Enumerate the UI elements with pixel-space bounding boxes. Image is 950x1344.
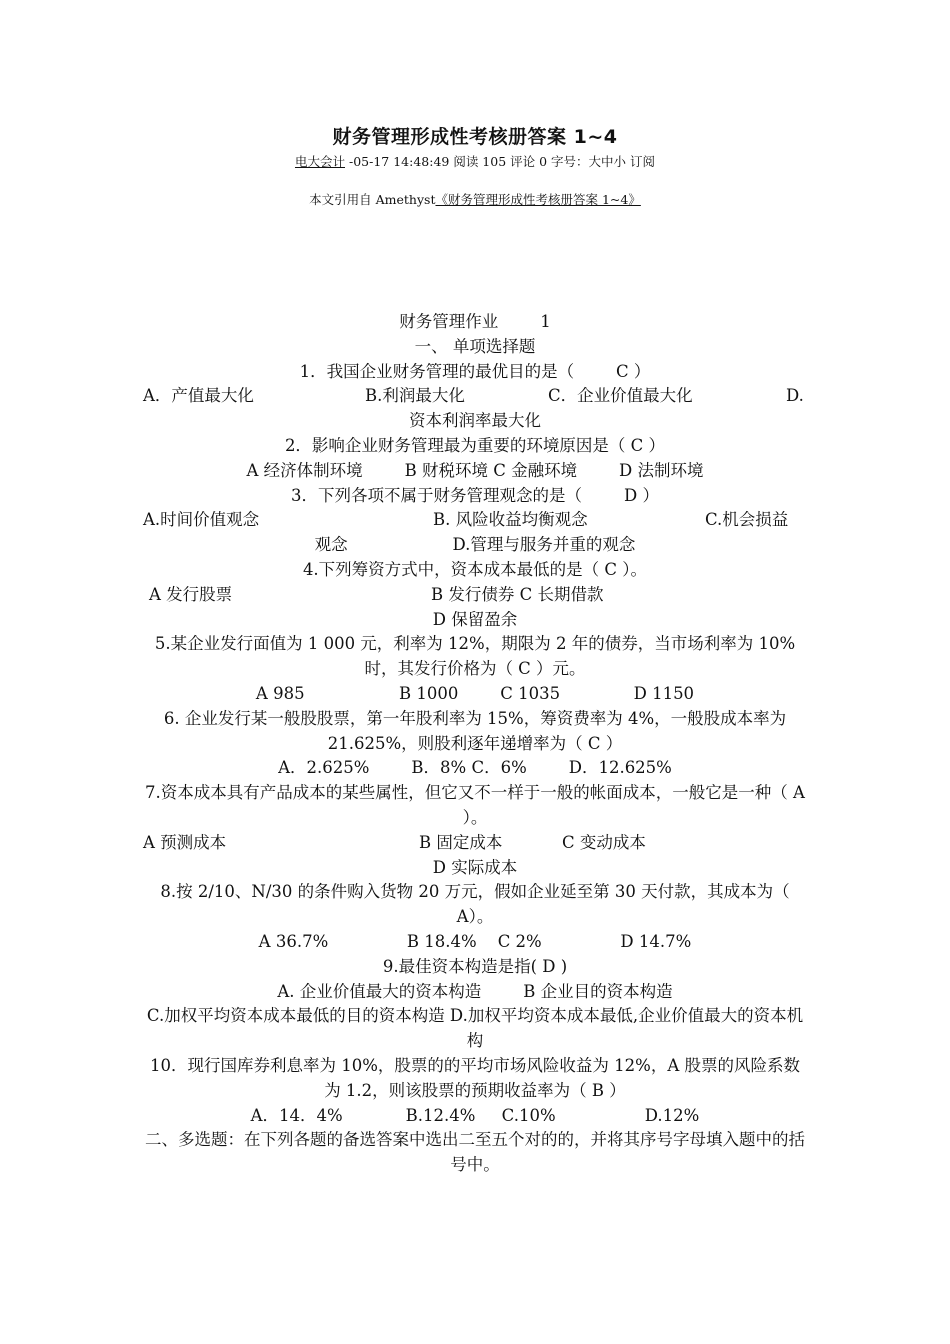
option-d: D. — [786, 386, 804, 406]
question-8: 8.按 2/10、N/30 的条件购入货物 20 万元，假如企业延至第 30 天付款，其成本为（ A）。 — [160, 882, 790, 927]
question-10-options: A．14．4% B.12.4% C.10% D.12% — [250, 1105, 700, 1125]
citation-link[interactable]: 《财务管理形成性考核册答案 1~4》 — [435, 192, 641, 207]
option-a: A 预测成本 — [143, 832, 227, 852]
question-3: 3．下列各项不属于财务管理观念的是（ D ） — [291, 485, 659, 505]
question-6-options: A．2.625% B．8% C．6% D．12.625% — [278, 758, 672, 778]
question-4-continued: D 保留盈余 — [432, 609, 518, 629]
question-3-continued: 观念 D.管理与服务并重的观念 — [314, 535, 636, 555]
option-b: B.利润最大化 — [365, 386, 465, 406]
question-5-options: A 985 B 1000 C 1035 D 1150 — [255, 683, 695, 703]
subscribe-link[interactable]: 订阅 — [630, 154, 656, 169]
citation-prefix: 本文引用自 Amethyst — [309, 192, 436, 207]
author-link[interactable]: 电大会计 — [294, 154, 345, 169]
option-a: A．产值最大化 — [143, 386, 254, 406]
article-title: 财务管理形成性考核册答案 1~4 — [332, 126, 618, 148]
question-2: 2．影响企业财务管理最为重要的环境原因是（ C ） — [284, 435, 666, 455]
section-heading: 一、 单项选择题 — [414, 336, 536, 356]
question-4-options — [143, 583, 807, 608]
question-7-options — [143, 831, 807, 856]
question-1: 1．我国企业财务管理的最优目的是（ C ） — [299, 361, 651, 381]
article-body — [143, 310, 807, 1178]
question-9: 9.最佳资本构造是指( D ) — [382, 956, 568, 976]
question-9-options-cd: C.加权平均资本成本最低的目的资本构造 D.加权平均资本成本最低,企业价值最大的资本机构 — [146, 1006, 804, 1051]
question-6-continued: 21.625%，则股利逐年递增率为（ C ） — [327, 733, 623, 753]
question-2-options: A 经济体制环境 B 财税环境 C 金融环境 D 法制环境 — [246, 460, 704, 480]
question-4: 4.下列筹资方式中，资本成本最低的是（ C ）。 — [302, 559, 648, 579]
question-9-options-ab: A. 企业价值最大的资本构造 B 企业目的资本构造 — [277, 981, 673, 1001]
question-5: 5.某企业发行面值为 1 000 元，利率为 12%，期限为 2 年的债券，当市场利率为 10%时，其发行价格为（ C ）元。 — [154, 634, 796, 679]
option-c: C.机会损益 — [705, 510, 789, 530]
option-b: B 固定成本 — [419, 832, 503, 852]
question-1-options — [143, 384, 807, 409]
section-2-heading: 二、多选题：在下列各题的备选答案中选出二至五个对的的，并将其序号字母填入题中的括号中。 — [145, 1130, 805, 1175]
question-1-continued: 资本利润率最大化 — [409, 411, 541, 431]
question-8-options: A 36.7% B 18.4% C 2% D 14.7% — [258, 931, 692, 951]
question-7: 7.资本成本具有产品成本的某些属性，但它又不一样于一般的帐面成本，一般它是一种（ A ）。 — [145, 783, 805, 827]
option-a: A.时间价值观念 — [143, 510, 260, 530]
meta-info: -05-17 14:48:49 阅读 105 评论 0 字号：大中小 — [345, 154, 630, 169]
article-meta — [0, 152, 950, 170]
question-10: 10．现行国库券利息率为 10%，股票的的平均市场风险收益为 12%，A 股票的风险系数为 1.2，则该股票的预期收益率为（ B ） — [150, 1055, 800, 1100]
option-b: B. 风险收益均衡观念 — [433, 510, 588, 530]
option-c: C．企业价值最大化 — [548, 386, 693, 406]
question-6: 6. 企业发行某一般股股票，第一年股利率为 15%，筹资费率为 4%，一般股成本率为 — [163, 708, 787, 728]
option-bc: B 发行债券 C 长期借款 — [431, 584, 604, 604]
question-7-continued: D 实际成本 — [432, 857, 518, 877]
option-a: A 发行股票 — [149, 584, 233, 604]
option-c: C 变动成本 — [562, 832, 646, 852]
assignment-heading: 财务管理作业 1 — [399, 312, 551, 331]
citation-line — [0, 190, 950, 208]
question-3-options — [143, 508, 807, 533]
